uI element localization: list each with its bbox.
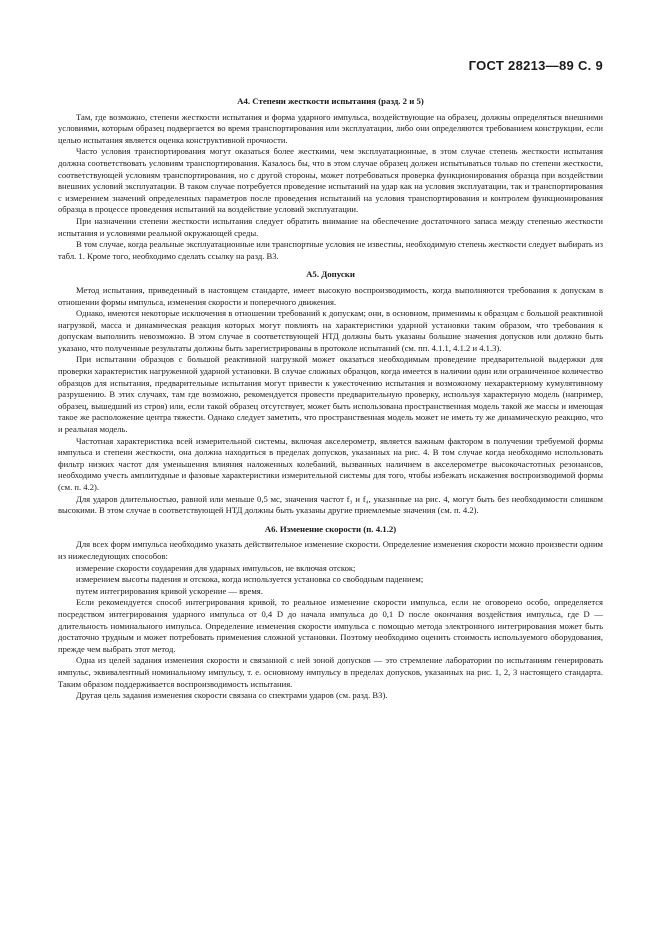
section-a4 [58,96,603,262]
paragraph: В том случае, когда реальные эксплуатационные или транспортные условия не известны, необходимую степень жесткости следует выбирать из табл. 1. Кроме того, необходимо сделать ссылку на разд. В3. [58,239,603,261]
list-item: измерение скорости соударения для ударных импульсов, не включая отскок; [76,562,356,573]
paragraph: При испытании образцов с большой реактивной нагрузкой может оказаться необходимым проведение предварительной выдержки для проверки характеристик нагруженной ударной установки. В случае сложных образцов, когда имеется в наличии один или ограниченное количество образцов для испытания, предварительные испытания могут привести к ужесточению испытания и возможному нехарактерному кумулятивному разрушению. В этих случаях, там где возможно, рекомендуется провести предварительную проверку, используя характерную модель (например, образец, вышедший из строя) или, если такой образец отсутствует, может быть использована пространственная модель такой же массы и имеющая такое же расположение центра тяжести. Однако следует заметить, что пространственная модель может не иметь ту же динамическую реакцию, что и реальная модель. [58,354,603,435]
paragraph: Метод испытания, приведенный в настоящем стандарте, имеет высокую воспроизводимость, когда выполняются требования к допускам в отношении формы импульса, изменения скорости и поперечного движения. [58,284,603,307]
paragraph: Одна из целей задания изменения скорости и связанной с ней зоной допусков — это стремление лаборатории по испытаниям генерировать импульс, эквивалентный номинальному импульсу, т. е. основному импульсу в пределах допусков, указанных на рис. 1, 2, 3 настоящего стандарта. Таким образом поддерживается воспроизводимость испытания. [58,655,603,689]
paragraph: Частотная характеристика всей измерительной системы, включая акселерометр, является важным фактором в получении требуемой формы импульса и степени жесткости, она должна находиться в пределах допусков, указанных на рис. 4. В том случае когда необходимо использовать фильтр низких частот для уменьшения влияния наложенных колебаний, вызванных наличием в акселерометре высокочастотных резонансов, необходимо учесть амплитудные и фазовые характеристики измерительной системы для того, чтобы избежать искажения воспроизводимой формы (см. п. 4.2). [58,435,603,492]
section-a6 [58,524,603,702]
paragraph: Часто условия транспортирования могут оказаться более жесткими, чем эксплуатационные, в этом случае степень жесткости испытания должна соответствовать условиям транспортирования. Казалось бы, что в этом случае образец должен испытываться только по степени жесткости, соответствующей условиям транспортирования, но с другой стороны, может потребоваться проверка функционирования образца при воздействии внешних условий эксплуатации. В таком случае потребуется проведение испытаний на удар как на условия эксплуатации, так и транспортирования с измерением значений определенных параметров после проведения испытаний на условия транспортирования и контролем функционирования образца в процессе проведения испытаний на воздействие условий эксплуатации. [58,146,603,215]
list-item: измерением высоты падения и отскока, когда используется установка со свободным падением; [76,574,424,585]
paragraph: Другая цель задания изменения скорости связана со спектрами ударов (см. разд. В3). [76,690,388,701]
paragraph: При назначении степени жесткости испытания следует обратить внимание на обеспечение достаточного запаса между степенью жесткости испытания и условиями реальной окружающей среды. [58,215,603,238]
document-body [58,96,603,702]
section-title: А4. Степени жесткости испытания (разд. 2 и 5) [237,96,424,106]
paragraph: Если рекомендуется способ интегрирования кривой, то реальное изменение скорости импульса, если не оговорено особо, определяется посредством интегрирования ударного импульса от 0,4 D до начала импульса до 0,1 D после окончания воздействия импульса, где D — длительность номинального импульса. Определение изменения скорости импульса с помощью метода электронного интегрирования может быть достаточно трудным и может потребовать применения сложной установки. Поэтому необходимо оценить стоимость используемого оборудования, прежде чем выбрать этот метод. [58,597,603,654]
page-header: ГОСТ 28213—89 С. 9 [468,58,603,73]
paragraph: Там, где возможно, степени жесткости испытания и форма ударного импульса, воздействующие на образец, должны определяться внешними условиями, которым образец подвергается во время транспортирования или эксплуатации, либо они определяются требованием конструкции, если целью испытания является оценка конструктивной прочности. [58,111,603,145]
paragraph: Однако, имеются некоторые исключения в отношении требований к допускам; они, в основном, применимы к образцам с большой реактивной нагрузкой, масса и динамическая реакция которых могут повлиять на характеристики ударной установки таким образом, что требования к допускам выполнить невозможно. В этом случае в соответствующей НТД должны быть указаны большие значения допусков или должно быть указано, что полученные результаты должны быть зарегистрированы в протоколе испытаний (см. пп. 4.1.1, 4.1.2 и 4.1.3). [58,308,603,353]
section-title: А5. Допуски [306,269,355,280]
paragraph: Для ударов длительностью, равной или меньше 0,5 мс, значения частот f₃ и f₄, указанные на рис. 4, могут быть без необходимости слишком высокими. В этом случае в соответствующей НТД должны быть указаны другие приемлемые значения (см. п. 4.2). [58,493,603,516]
list-item: путем интегрирования кривой ускорение — время. [76,585,263,596]
section-a5 [58,269,603,516]
paragraph: Для всех форм импульса необходимо указать действительное изменение скорости. Определение изменения скорости можно произвести одним из нижеследующих способов: [58,539,603,561]
section-title: А6. Изменение скорости (п. 4.1.2) [264,523,397,534]
